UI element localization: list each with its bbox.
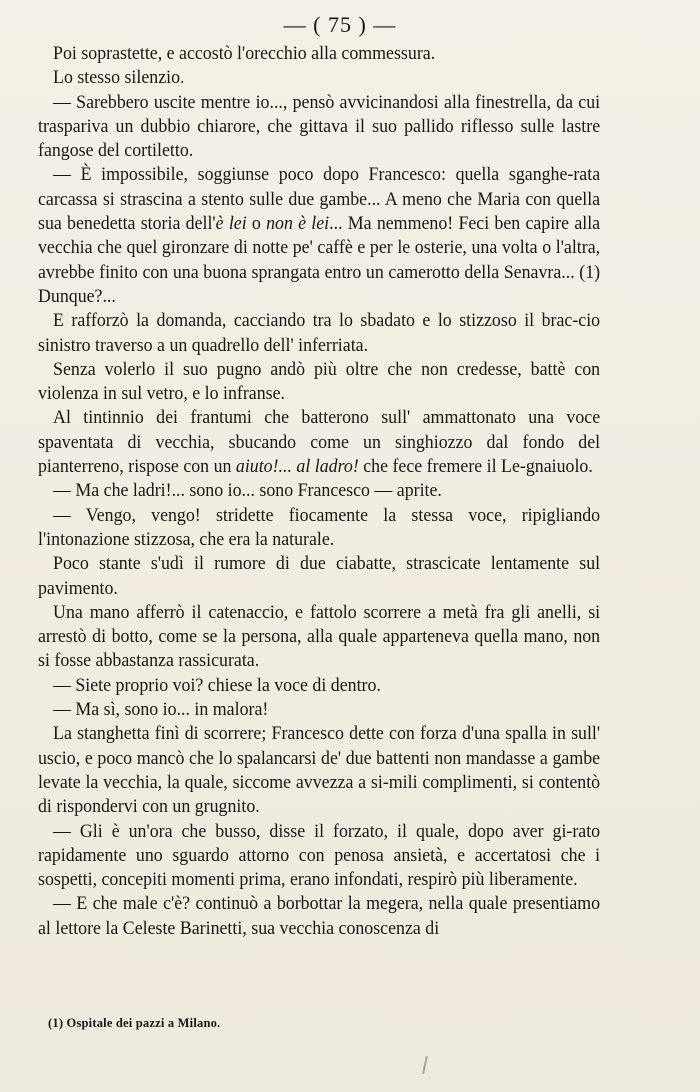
text-run: Poco stante s'udì il rumore di due ciabatte, strascicate lentamente sul pavimento. <box>38 553 601 599</box>
text-run: La stanghetta finì di scorrere; Francesco dette con forza d'una spalla in sull' uscio, e poco mancò che lo spalancarsi de' due battenti non mandasse a gambe levate la vecchia, la quale, siccome avvezza a si-mili complimenti, si contentò di rispondervi con un grugnito. <box>38 723 601 818</box>
paragraph <box>38 820 600 893</box>
paragraph <box>38 163 600 309</box>
text-run: ... Ma nemmeno! Feci ben capire alla vecchia che quel gironzare di notte pe' caffè e per le osterie, una volta o l'altra, avrebbe finito con una buona sprangata entro un camerotto della Senavra... (1) Dunque?... <box>38 213 601 307</box>
italic-run: aiuto!... al ladro! <box>235 456 359 478</box>
italic-run: è lei <box>215 213 247 235</box>
text-run: — Gli è un'ora che busso, disse il forzato, il quale, dopo aver gi-rato rapidamente uno sguardo attorno con penosa ansietà, e accertatosi che i sospetti, concepiti momenti prima, erano infondati, respirò più liberamente. <box>38 820 601 891</box>
paragraph <box>38 479 600 503</box>
paragraph <box>38 552 600 601</box>
paragraph <box>38 601 600 674</box>
paragraph <box>38 892 600 941</box>
paragraph <box>38 91 600 164</box>
text-run: Una mano afferrò il catenaccio, e fattolo scorrere a metà fra gli anelli, si arrestò di botto, come se la persona, alla quale apparteneva quella mano, non si fosse abbastanza rassicurata. <box>38 601 601 672</box>
text-run: E rafforzò la domanda, cacciando tra lo sbadato e lo stizzoso il brac-cio sinistro traverso a un quadrello dell' inferriata. <box>38 310 601 356</box>
text-run: Senza volerlo il suo pugno andò più oltre che non credesse, battè con violenza in sul vetro, e lo infranse. <box>38 358 601 405</box>
paragraph <box>38 722 600 819</box>
footnote-text: Ospitale dei pazzi a Milano. <box>66 1016 221 1030</box>
paragraph <box>38 42 600 66</box>
italic-run: non è lei <box>266 213 330 235</box>
text-run: — È impossibile, soggiunse poco dopo Francesco: quella sganghe-rata carcassa si strascina a stento sulle due gambe... A meno che Maria con quella sua benedetta storia dell' <box>38 164 601 235</box>
text-run: Poi soprastette, e accostò l'orecchio alla commessura. <box>53 43 436 64</box>
paragraph <box>38 358 600 407</box>
text-run: — Vengo, vengo! stridette fiocamente la stessa voce, ripigliando l'intonazione stizzosa, che era la naturale. <box>38 504 601 550</box>
paragraph <box>38 504 600 553</box>
paragraph <box>38 674 600 698</box>
text-run: o <box>246 213 267 235</box>
page-number: — ( 75 ) — <box>283 12 397 37</box>
footnote-mark: (1) <box>48 1016 64 1030</box>
pencil-mark <box>422 1056 428 1074</box>
paragraph <box>38 406 600 479</box>
text-run: Lo stesso silenzio. <box>53 67 185 89</box>
text-run: — Siete proprio voi? chiese la voce di dentro. <box>53 674 381 696</box>
paragraph <box>38 698 600 722</box>
paragraph <box>38 309 600 358</box>
paragraph <box>38 66 600 90</box>
footnote <box>48 1016 220 1031</box>
body-text <box>38 42 600 941</box>
text-run: — Ma sì, sono io... in malora! <box>53 699 269 721</box>
text-run: — Ma che ladri!... sono io... sono Francesco — aprite. <box>53 480 442 502</box>
text-run: — Sarebbero uscite mentre io..., pensò avvicinandosi alla finestrella, da cui traspariva un dubbio chiarore, che gittava il suo pallido riflesso sulle lastre fangose del cortiletto. <box>38 91 601 162</box>
text-run: che fece fremere il Le-gnaiuolo. <box>358 456 593 478</box>
text-run: Al tintinnio dei frantumi che batterono sull' ammattonato una voce spaventata di vecchia, sbucando come un singhiozzo dal fondo del pianterreno, rispose con un <box>38 407 601 478</box>
text-run: — E che male c'è? continuò a borbottar la megera, nella quale presentiamo al lettore la Celeste Barinetti, sua vecchia conoscenza di <box>38 893 601 939</box>
